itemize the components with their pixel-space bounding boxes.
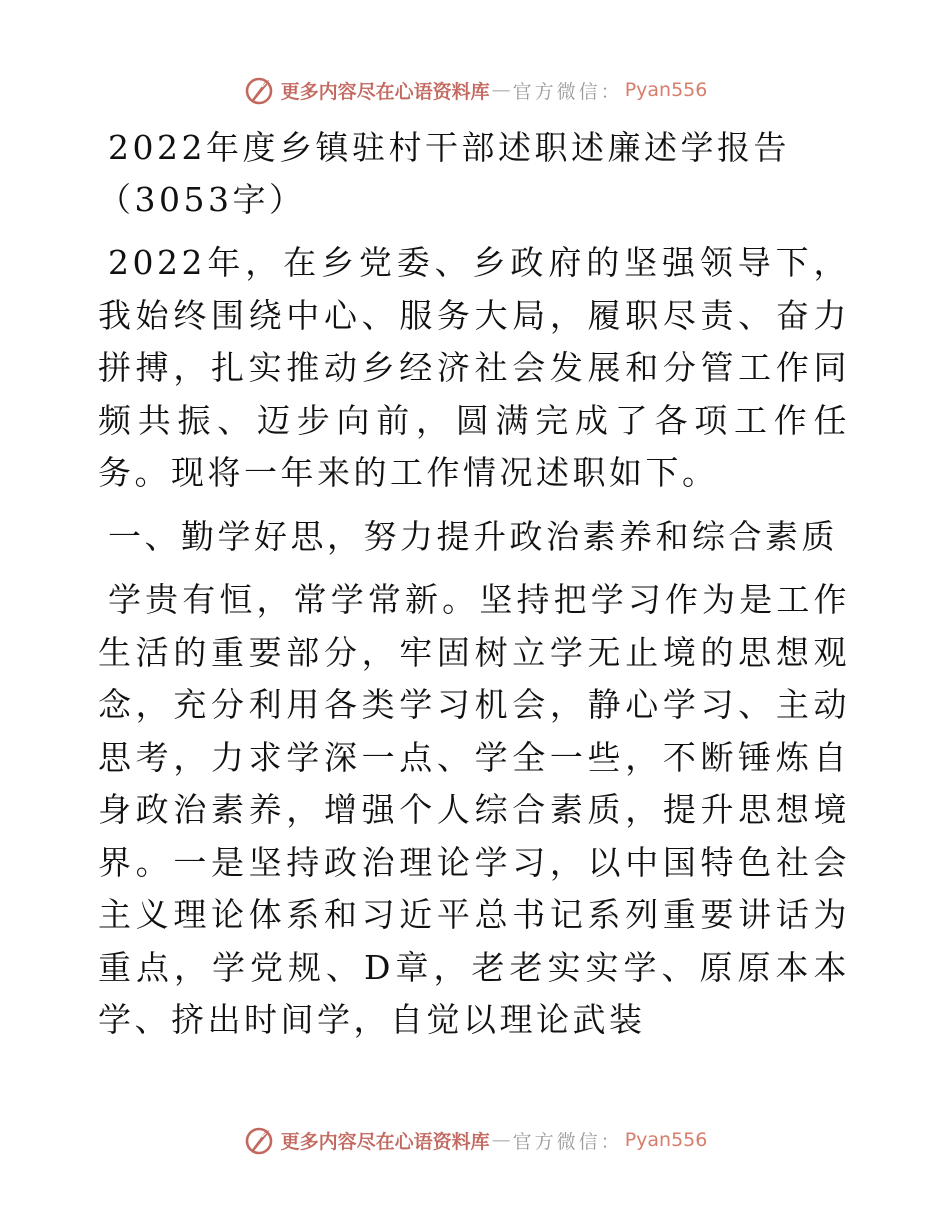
watermark-sub-text: 官方微信：: [512, 1130, 623, 1153]
section-heading: 一、勤学好思，努力提升政治素养和综合素质: [108, 516, 838, 556]
watermark-header: [0, 70, 950, 110]
watermark-main-text: 更多内容尽在心语资料库: [280, 1130, 490, 1153]
quill-pen-circle-icon: [243, 1124, 275, 1156]
quill-pen-circle-icon: [243, 74, 275, 106]
watermark-separator: —: [491, 1129, 511, 1151]
watermark-separator: —: [491, 79, 511, 101]
watermark-wechat-id: Pyan556: [624, 79, 708, 101]
watermark-footer: [0, 1120, 950, 1160]
watermark-wechat-id: Pyan556: [624, 1129, 708, 1151]
document-body: [98, 122, 850, 1058]
watermark-sub-text: 官方微信：: [512, 80, 623, 103]
section-paragraph: 学贵有恒，常学常新。坚持把学习作为是工作生活的重要部分，牢固树立学无止境的思想观念，充分利用各类学习机会，静心学习、主动思考，力求学深一点、学全一些，不断锤炼自身政治素养，增强个人综合素质，提升思想境界。一是坚持政治理论学习，以中国特色社会主义理论体系和习近平总书记系列重要讲话为重点，学党规、D章，老老实实学、原原本本学、挤出时间学，自觉以理论武装: [98, 580, 850, 1039]
document-title: 2022年度乡镇驻村干部述职述廉述学报告（3053字）: [98, 128, 790, 219]
watermark-main-text: 更多内容尽在心语资料库: [280, 80, 490, 103]
intro-paragraph: 2022年，在乡党委、乡政府的坚强领导下，我始终围绕中心、服务大局，履职尽责、奋力拼搏，扎实推动乡经济社会发展和分管工作同频共振、迈步向前，圆满完成了各项工作任务。现将一年来的工作情况述职如下。: [98, 243, 850, 492]
